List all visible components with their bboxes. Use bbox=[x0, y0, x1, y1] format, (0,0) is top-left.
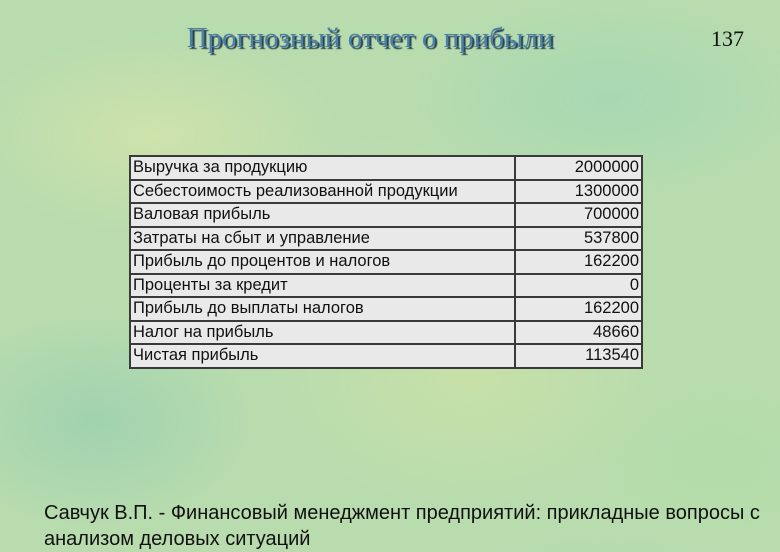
slide-title: Прогнозный отчет о прибыли bbox=[186, 22, 554, 54]
row-label: Валовая прибыль bbox=[130, 203, 515, 227]
row-label: Выручка за продукцию bbox=[130, 156, 515, 180]
row-label: Чистая прибыль bbox=[130, 344, 515, 368]
row-value: 2000000 bbox=[515, 156, 642, 180]
row-value: 113540 bbox=[515, 344, 642, 368]
source-citation: Савчук В.П. - Финансовый менеджмент предприятий: прикладные вопросы с анализом деловых ситуаций bbox=[44, 502, 760, 550]
table-row bbox=[130, 227, 642, 251]
table-row bbox=[130, 344, 642, 368]
row-label: Налог на прибыль bbox=[130, 321, 515, 345]
row-value: 700000 bbox=[515, 203, 642, 227]
table-row bbox=[130, 180, 642, 204]
row-value: 48660 bbox=[515, 321, 642, 345]
row-value: 162200 bbox=[515, 297, 642, 321]
table-row bbox=[130, 297, 642, 321]
table-row bbox=[130, 156, 642, 180]
row-value: 0 bbox=[515, 274, 642, 298]
row-value: 1300000 bbox=[515, 180, 642, 204]
row-label: Прибыль до выплаты налогов bbox=[130, 297, 515, 321]
table-row bbox=[130, 321, 642, 345]
income-forecast-table bbox=[129, 155, 643, 369]
row-value: 162200 bbox=[515, 250, 642, 274]
row-value: 537800 bbox=[515, 227, 642, 251]
table-row bbox=[130, 274, 642, 298]
table-row bbox=[130, 203, 642, 227]
page-number: 137 bbox=[711, 26, 744, 51]
row-label: Затраты на сбыт и управление bbox=[130, 227, 515, 251]
table-row bbox=[130, 250, 642, 274]
row-label: Себестоимость реализованной продукции bbox=[130, 180, 515, 204]
row-label: Проценты за кредит bbox=[130, 274, 515, 298]
row-label: Прибыль до процентов и налогов bbox=[130, 250, 515, 274]
